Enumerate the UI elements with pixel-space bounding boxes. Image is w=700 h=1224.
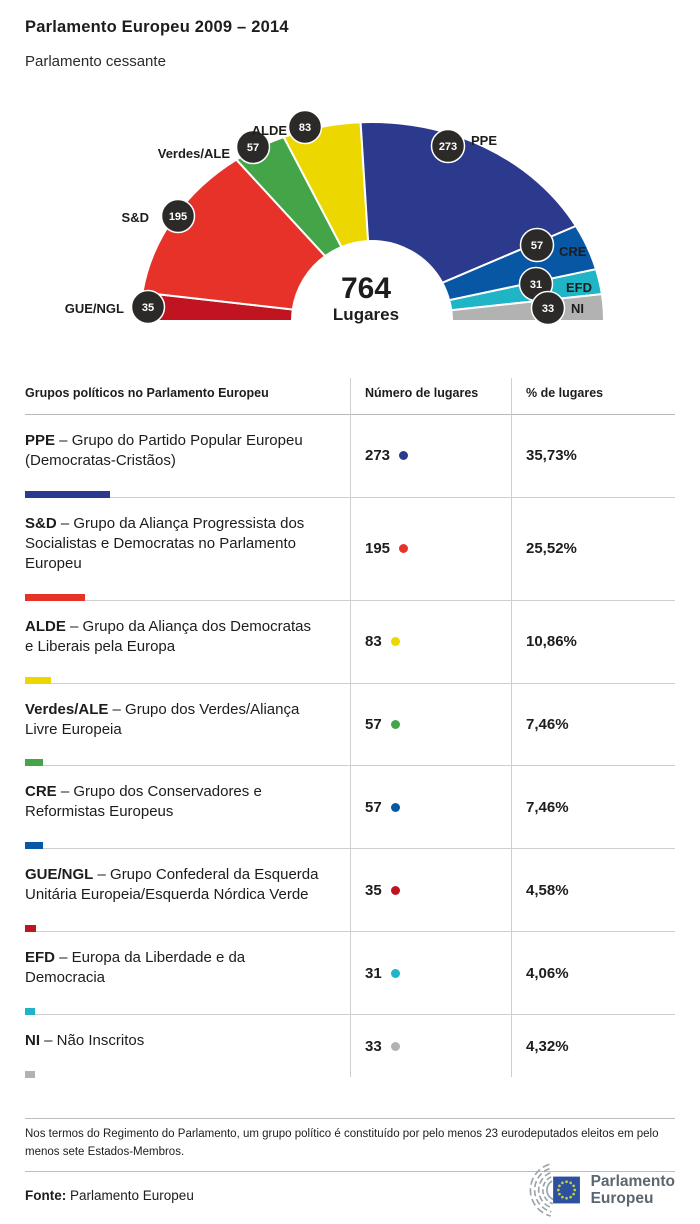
group-seats-cell xyxy=(350,766,511,849)
group-seats-cell xyxy=(350,932,511,1015)
group-abbr: Verdes/ALE xyxy=(25,700,109,718)
group-abbr: EFD xyxy=(25,949,55,967)
group-color-bar xyxy=(25,1071,35,1078)
eu-flag-star xyxy=(558,1185,561,1188)
group-color-dot xyxy=(391,637,400,646)
group-name-cell xyxy=(25,415,350,498)
column-header-percent: % de lugares xyxy=(511,378,675,415)
group-seats-cell xyxy=(350,849,511,932)
groups-table xyxy=(25,378,675,1077)
source-value: Parlamento Europeu xyxy=(66,1188,194,1203)
group-seats-cell xyxy=(350,498,511,601)
eu-flag-star xyxy=(572,1185,575,1188)
group-abbr: ALDE xyxy=(25,617,66,635)
eu-flag-star xyxy=(558,1193,561,1196)
group-seats-value: 83 xyxy=(365,633,382,651)
hemicycle-chart xyxy=(0,0,700,350)
source-text xyxy=(25,1188,194,1217)
segment-label: GUE/NGL xyxy=(64,301,124,316)
group-name-cell xyxy=(25,498,350,601)
group-color-dot xyxy=(391,803,400,812)
group-fullname: – Grupo dos Conservadores e Reformistas Europeus xyxy=(25,783,262,821)
group-fullname: – Grupo Confederal da Esquerda Unitária Europeia/Esquerda Nórdica Verde xyxy=(25,866,319,904)
group-seats-value: 35 xyxy=(365,881,382,899)
group-fullname: – Europa da Liberdade e da Democracia xyxy=(25,949,246,987)
group-percent-value: 7,46% xyxy=(526,716,569,733)
group-color-bar xyxy=(25,594,85,601)
group-seats-value: 195 xyxy=(365,540,391,558)
logo-arc xyxy=(546,1181,553,1200)
group-color-bar xyxy=(25,925,36,932)
group-color-dot xyxy=(391,969,400,978)
eu-flag-star xyxy=(561,1196,564,1199)
segment-label: PPE xyxy=(471,133,498,148)
segment-label: CRE xyxy=(559,244,587,259)
group-fullname: – Grupo dos Verdes/Aliança Livre Europeia xyxy=(25,700,300,738)
segment-label: ALDE xyxy=(251,123,287,138)
seat-badge-value: 83 xyxy=(298,122,312,134)
group-color-dot xyxy=(399,544,408,553)
group-seats-cell xyxy=(350,684,511,767)
group-percent-value: 35,73% xyxy=(526,447,577,465)
seat-badge-value: 57 xyxy=(246,142,260,154)
group-abbr: CRE xyxy=(25,783,57,801)
group-fullname: – Grupo da Aliança dos Democratas e Liberais pela Europa xyxy=(25,617,311,655)
group-color-bar xyxy=(25,677,51,684)
segment-label: NI xyxy=(571,301,584,316)
group-percent-cell xyxy=(511,849,675,932)
seat-badge-value: 273 xyxy=(438,141,458,153)
hemicycle-chart-container xyxy=(0,0,700,350)
group-color-bar xyxy=(25,842,43,849)
seat-badge-value: 57 xyxy=(530,240,544,252)
group-seats-value: 31 xyxy=(365,964,382,982)
group-seats-cell xyxy=(350,601,511,684)
group-name-cell xyxy=(25,766,350,849)
segment-label: S&D xyxy=(121,210,149,225)
group-abbr: GUE/NGL xyxy=(25,866,94,884)
logo-wordmark: Parlamento Europeu xyxy=(590,1172,675,1207)
group-percent-cell xyxy=(511,415,675,498)
group-percent-cell xyxy=(511,766,675,849)
center-total: 764 xyxy=(340,272,392,305)
group-fullname: – Grupo da Aliança Progressista dos Socialistas e Democratas no Parlamento Europeu xyxy=(25,514,305,572)
seat-badge-value: 35 xyxy=(141,302,155,314)
group-seats-value: 57 xyxy=(365,716,382,733)
group-percent-cell xyxy=(511,1015,675,1077)
group-abbr: NI xyxy=(25,1032,40,1050)
column-header-groups: Grupos políticos no Parlamento Europeu xyxy=(25,378,350,415)
group-color-dot xyxy=(391,886,400,895)
group-color-dot xyxy=(399,451,408,460)
group-percent-value: 4,32% xyxy=(526,1037,569,1055)
european-parliament-logo xyxy=(516,1163,675,1217)
group-name-cell xyxy=(25,849,350,932)
segment-label: EFD xyxy=(566,280,592,295)
group-percent-cell xyxy=(511,932,675,1015)
group-seats-value: 273 xyxy=(365,447,391,465)
seat-badge-value: 31 xyxy=(529,279,543,291)
eu-flag-star xyxy=(557,1189,560,1192)
group-name-cell xyxy=(25,601,350,684)
eu-flag-star xyxy=(573,1189,576,1192)
seat-badge-value: 33 xyxy=(541,303,555,315)
center-total-label: Lugares xyxy=(332,305,400,324)
group-percent-value: 4,06% xyxy=(526,964,569,982)
group-seats-value: 57 xyxy=(365,798,382,816)
group-seats-value: 33 xyxy=(365,1037,382,1055)
group-percent-value: 7,46% xyxy=(526,798,569,816)
group-fullname: – Não Inscritos xyxy=(40,1032,145,1050)
eu-flag-star xyxy=(565,1197,568,1200)
group-fullname: – Grupo do Partido Popular Europeu (Democratas-Cristãos) xyxy=(25,432,303,469)
group-color-dot xyxy=(391,720,400,729)
source-label: Fonte: xyxy=(25,1188,67,1203)
group-abbr: S&D xyxy=(25,514,57,532)
group-name-cell xyxy=(25,1015,350,1077)
column-header-seats: Número de lugares xyxy=(350,378,511,415)
group-name-cell xyxy=(25,932,350,1015)
eu-flag-star xyxy=(572,1193,575,1196)
group-percent-value: 10,86% xyxy=(526,633,577,651)
eu-flag-star xyxy=(569,1182,572,1185)
footnote: Nos termos do Regimento do Parlamento, um grupo político é constituído por pelo menos 23 eurodeputados eleitos em pelo menos sete Estados-Membros. xyxy=(25,1118,675,1172)
hemicycle-logo-icon xyxy=(516,1163,582,1217)
eu-flag-star xyxy=(569,1196,572,1199)
group-percent-value: 25,52% xyxy=(526,540,577,558)
source-row xyxy=(25,1163,675,1217)
group-color-bar xyxy=(25,491,110,498)
segment-label: Verdes/ALE xyxy=(157,146,230,161)
group-color-bar xyxy=(25,1008,35,1015)
group-color-bar xyxy=(25,759,43,766)
seat-badge-value: 195 xyxy=(168,211,188,223)
group-percent-cell xyxy=(511,601,675,684)
eu-flag-star xyxy=(561,1182,564,1185)
group-percent-cell xyxy=(511,498,675,601)
eu-flag-star xyxy=(565,1180,568,1183)
group-seats-cell xyxy=(350,415,511,498)
group-seats-cell xyxy=(350,1015,511,1077)
group-percent-value: 4,58% xyxy=(526,881,569,899)
page-subtitle: Parlamento cessante xyxy=(25,53,166,70)
group-abbr: PPE xyxy=(25,432,56,449)
group-percent-cell xyxy=(511,684,675,767)
group-name-cell xyxy=(25,684,350,767)
group-color-dot xyxy=(391,1042,400,1051)
page-title: Parlamento Europeu 2009 – 2014 xyxy=(25,18,289,36)
